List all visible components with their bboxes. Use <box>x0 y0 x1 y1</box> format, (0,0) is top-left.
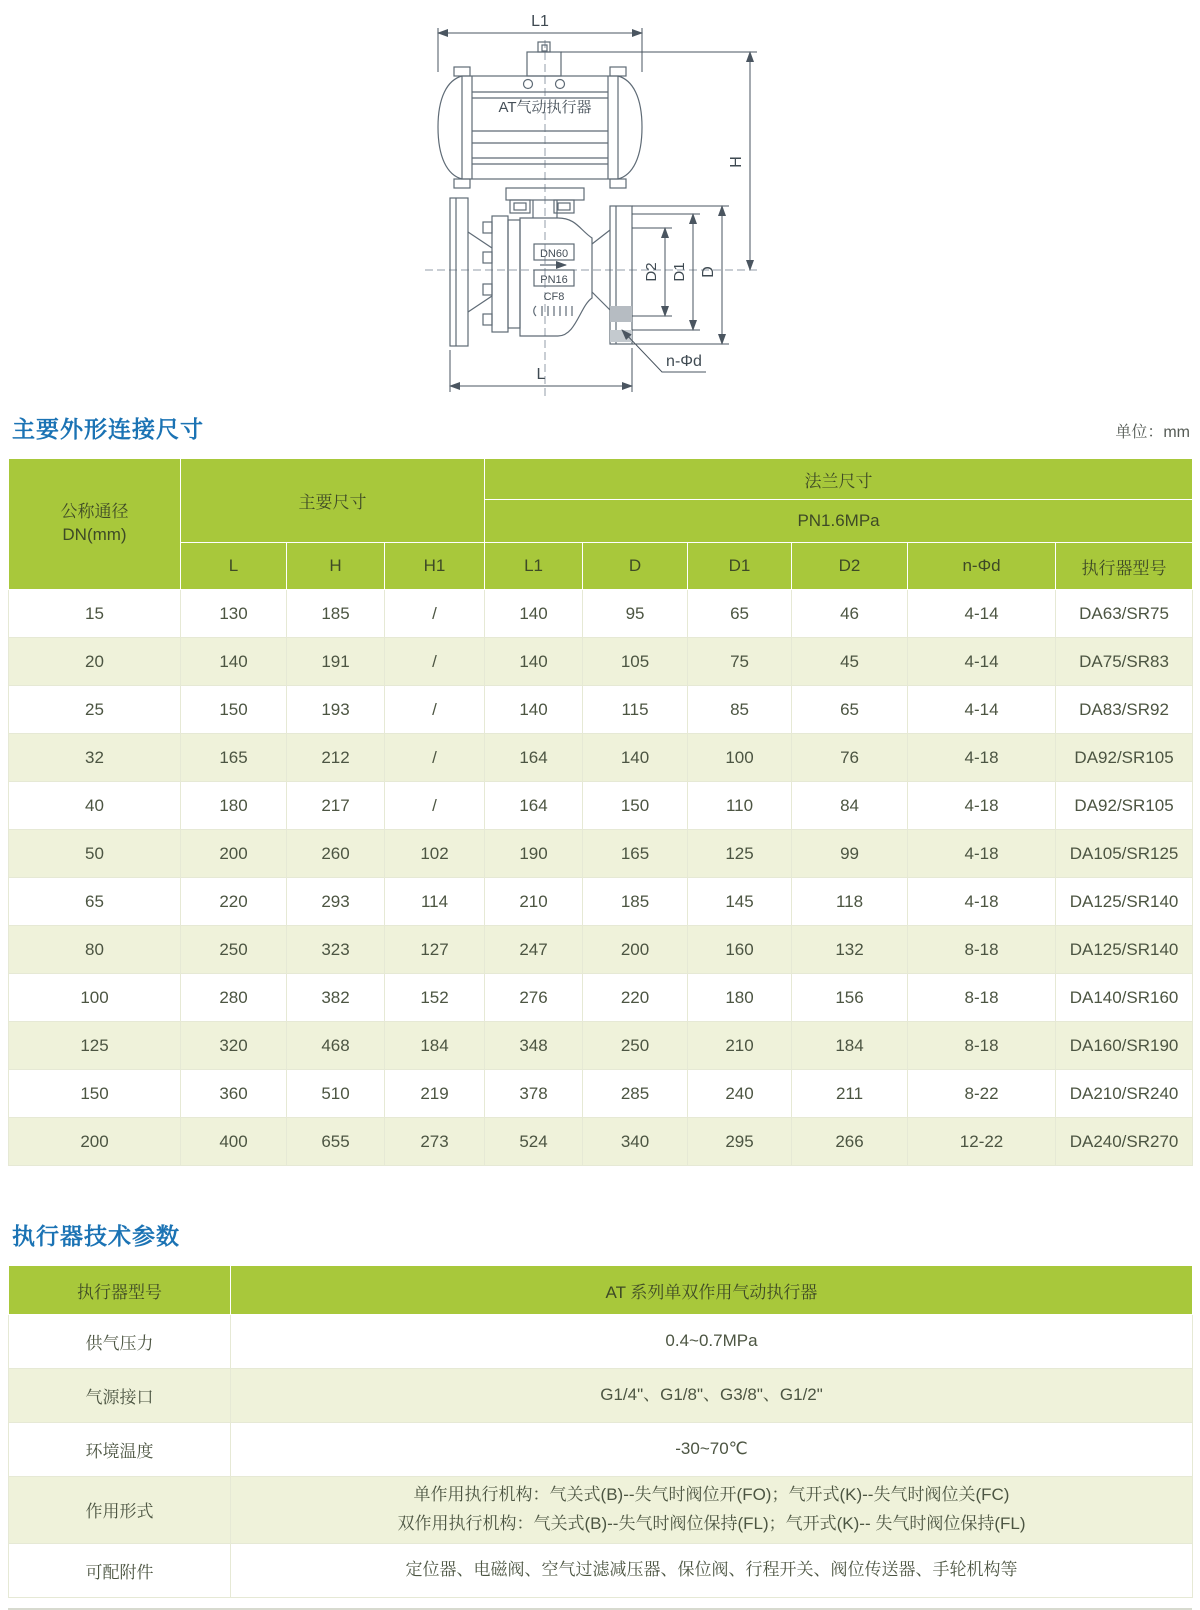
dimension-table-cell: 250 <box>583 1022 688 1070</box>
dimension-table-cell: 217 <box>287 782 385 830</box>
dimension-table-cell: 655 <box>287 1118 385 1166</box>
dimension-table-cell: 165 <box>181 734 287 782</box>
dimension-table-cell: 200 <box>9 1118 181 1166</box>
dimension-table-cell: 85 <box>688 686 792 734</box>
dimension-table <box>8 458 1193 1166</box>
dimension-table-cell: 280 <box>181 974 287 1022</box>
valve-mark-material: CF8 <box>543 291 565 303</box>
dimension-table-head <box>9 459 1193 590</box>
spec-value <box>231 1543 1193 1597</box>
dimension-table-cell: 378 <box>485 1070 583 1118</box>
dimension-table-cell: DA63/SR75 <box>1056 590 1193 638</box>
spec-header-value: AT 系列单双作用气动执行器 <box>231 1266 1193 1315</box>
dimension-table-cell: 191 <box>287 638 385 686</box>
dimension-table-cell: 185 <box>287 590 385 638</box>
page-bottom-divider <box>8 1608 1192 1610</box>
dimension-table-cell: DA83/SR92 <box>1056 686 1193 734</box>
dimension-table-cell: 140 <box>181 638 287 686</box>
col-header-H: H <box>287 543 385 590</box>
spec-value <box>231 1423 1193 1477</box>
dimension-table-cell: 220 <box>181 878 287 926</box>
dimension-table-cell: 250 <box>181 926 287 974</box>
dimension-table-cell: 140 <box>485 686 583 734</box>
dimension-table-cell: 211 <box>792 1070 908 1118</box>
dimension-table-cell: / <box>385 638 485 686</box>
dimension-table-cell: 105 <box>583 638 688 686</box>
actuator-label: AT气动执行器 <box>498 99 592 116</box>
dimension-table-cell: 8-18 <box>908 1022 1056 1070</box>
dimension-table-cell: 285 <box>583 1070 688 1118</box>
dimension-table-cell: 4-18 <box>908 782 1056 830</box>
spec-value <box>231 1315 1193 1369</box>
dimension-table-cell: 76 <box>792 734 908 782</box>
dimension-table-cell: 8-22 <box>908 1070 1056 1118</box>
spec-value-line: G1/4"、G1/8"、G3/8"、G1/2" <box>600 1385 823 1405</box>
dimension-table-cell: 4-18 <box>908 830 1056 878</box>
valve-mark-pn: PN16 <box>540 274 568 286</box>
valve-technical-drawing <box>0 0 1200 405</box>
dimension-table-cell: 165 <box>583 830 688 878</box>
actuator-spec-row <box>9 1369 1193 1423</box>
dimension-table-cell: / <box>385 686 485 734</box>
spec-value-line: 双作用执行机构：气关式(B)--失气时阀位保持(FL)；气开式(K)-- 失气时阀位保持(FL) <box>397 1513 1026 1533</box>
dimension-table-row <box>9 926 1193 974</box>
dimension-table-cell: DA240/SR270 <box>1056 1118 1193 1166</box>
dimension-table-row <box>9 686 1193 734</box>
dimension-table-cell: DA75/SR83 <box>1056 638 1193 686</box>
dimension-table-cell: 15 <box>9 590 181 638</box>
dimension-table-cell: 4-14 <box>908 686 1056 734</box>
dimension-table-row <box>9 830 1193 878</box>
dimension-table-row <box>9 974 1193 1022</box>
dimension-table-cell: 360 <box>181 1070 287 1118</box>
dimension-table-cell: 193 <box>287 686 385 734</box>
dimension-table-cell: 4-14 <box>908 590 1056 638</box>
dimension-table-cell: 20 <box>9 638 181 686</box>
spec-value-line: 0.4~0.7MPa <box>665 1331 758 1351</box>
actuator-spec-table-body <box>9 1315 1193 1598</box>
col-header-main-dims: 主要尺寸 <box>181 459 485 543</box>
col-header-actuator-model: 执行器型号 <box>1056 543 1193 590</box>
spec-label: 气源接口 <box>9 1369 231 1423</box>
dimension-table-cell: 140 <box>485 638 583 686</box>
dimension-table-cell: 50 <box>9 830 181 878</box>
dimension-table-cell: 4-18 <box>908 734 1056 782</box>
dimension-table-row <box>9 734 1193 782</box>
col-header-flange-dims: 法兰尺寸 <box>485 459 1193 500</box>
dimension-table-cell: 65 <box>9 878 181 926</box>
dimension-table-cell: 125 <box>688 830 792 878</box>
dimension-table-cell: 46 <box>792 590 908 638</box>
dimension-table-row <box>9 590 1193 638</box>
dimension-table-cell: 4-18 <box>908 878 1056 926</box>
dimension-table-cell: DA105/SR125 <box>1056 830 1193 878</box>
dimension-table-cell: 4-14 <box>908 638 1056 686</box>
dimension-table-cell: 8-18 <box>908 926 1056 974</box>
dimension-table-cell: 140 <box>485 590 583 638</box>
valve-drawing-svg <box>0 0 1200 405</box>
spec-label: 可配附件 <box>9 1543 231 1597</box>
spec-value <box>231 1369 1193 1423</box>
dimension-table-cell: 40 <box>9 782 181 830</box>
dim-l1 <box>438 28 642 72</box>
dimension-table-cell: 99 <box>792 830 908 878</box>
dimension-table-cell: 180 <box>181 782 287 830</box>
dimension-table-cell: 65 <box>688 590 792 638</box>
col-header-L: L <box>181 543 287 590</box>
unit-note: 单位：mm <box>1115 424 1190 441</box>
dimensions-section-title: 主要外形连接尺寸 <box>12 416 204 442</box>
dimension-table-cell: 184 <box>792 1022 908 1070</box>
actuator-spec-table <box>8 1265 1193 1598</box>
dimension-table-cell: DA125/SR140 <box>1056 878 1193 926</box>
col-header-pressure: PN1.6MPa <box>485 500 1193 543</box>
dimension-table-cell: 180 <box>688 974 792 1022</box>
spec-value-line: -30~70℃ <box>675 1439 748 1459</box>
col-header-D2: D2 <box>792 543 908 590</box>
col-header-n-phi-d: n-Φd <box>908 543 1056 590</box>
dimension-table-body <box>9 590 1193 1166</box>
dimension-table-cell: 184 <box>385 1022 485 1070</box>
dimension-table-row <box>9 782 1193 830</box>
dimension-table-cell: 320 <box>181 1022 287 1070</box>
col-header-dn <box>9 459 181 590</box>
dimension-table-cell: 200 <box>583 926 688 974</box>
actuator-spec-row <box>9 1477 1193 1544</box>
dimension-table-cell: 210 <box>485 878 583 926</box>
dimension-table-cell: 32 <box>9 734 181 782</box>
dim-label-n-phi-d: n-Φd <box>666 353 702 370</box>
dimension-table-cell: DA160/SR190 <box>1056 1022 1193 1070</box>
actuator-section-title: 执行器技术参数 <box>12 1223 180 1249</box>
dimension-table-cell: / <box>385 590 485 638</box>
spec-value-line: 定位器、电磁阀、空气过滤减压器、保位阀、行程开关、阀位传送器、手轮机构等 <box>405 1559 1018 1579</box>
dimension-table-cell: 382 <box>287 974 385 1022</box>
dimension-table-row <box>9 638 1193 686</box>
dimension-table-cell: 140 <box>583 734 688 782</box>
dimension-table-cell: 164 <box>485 782 583 830</box>
dimension-table-row <box>9 1022 1193 1070</box>
spec-label: 作用形式 <box>9 1477 231 1544</box>
dim-label-d1: D1 <box>671 262 688 282</box>
dimension-table-cell: DA92/SR105 <box>1056 734 1193 782</box>
dim-label-l: L <box>536 366 546 383</box>
col-header-L1: L1 <box>485 543 583 590</box>
dimension-table-cell: 273 <box>385 1118 485 1166</box>
dimension-table-cell: 293 <box>287 878 385 926</box>
dimension-table-cell: 220 <box>583 974 688 1022</box>
dim-label-l1: L1 <box>531 13 549 30</box>
dimension-table-cell: 114 <box>385 878 485 926</box>
actuator-spec-row <box>9 1423 1193 1477</box>
actuator-spec-row <box>9 1315 1193 1369</box>
ball-valve-body <box>450 198 632 346</box>
dimension-table-row <box>9 1070 1193 1118</box>
dimension-table-cell: 340 <box>583 1118 688 1166</box>
col-header-H1: H1 <box>385 543 485 590</box>
spec-value <box>231 1477 1193 1544</box>
dimension-table-cell: 400 <box>181 1118 287 1166</box>
dimension-table-cell: 510 <box>287 1070 385 1118</box>
dimension-table-cell: / <box>385 734 485 782</box>
actuator-spec-row <box>9 1543 1193 1597</box>
dimension-table-cell: 110 <box>688 782 792 830</box>
dimension-table-row <box>9 878 1193 926</box>
dimension-table-cell: 212 <box>287 734 385 782</box>
dimension-table-cell: 127 <box>385 926 485 974</box>
dimension-table-cell: 185 <box>583 878 688 926</box>
dimension-table-cell: 156 <box>792 974 908 1022</box>
dimension-table-cell: 80 <box>9 926 181 974</box>
dimension-table-cell: 152 <box>385 974 485 1022</box>
col-header-dn-line1: 公称通径 <box>60 502 129 522</box>
dimension-table-cell: 323 <box>287 926 385 974</box>
dimension-table-cell: 260 <box>287 830 385 878</box>
dimension-table-cell: DA210/SR240 <box>1056 1070 1193 1118</box>
dimensions-section-header <box>12 411 1190 444</box>
dimension-table-cell: 84 <box>792 782 908 830</box>
dimension-table-cell: 266 <box>792 1118 908 1166</box>
dimension-table-cell: 200 <box>181 830 287 878</box>
dimension-table-cell: 8-18 <box>908 974 1056 1022</box>
dimension-table-cell: 130 <box>181 590 287 638</box>
spec-header-label: 执行器型号 <box>9 1266 231 1315</box>
dimension-table-cell: 150 <box>181 686 287 734</box>
dimension-table-row <box>9 1118 1193 1166</box>
dimension-table-cell: 102 <box>385 830 485 878</box>
actuator-section-header <box>12 1218 1190 1251</box>
dimension-table-cell: 75 <box>688 638 792 686</box>
dimension-table-cell: 145 <box>688 878 792 926</box>
dimension-table-cell: DA125/SR140 <box>1056 926 1193 974</box>
dimension-table-cell: 219 <box>385 1070 485 1118</box>
dimension-table-cell: 210 <box>688 1022 792 1070</box>
dimension-table-cell: 348 <box>485 1022 583 1070</box>
col-header-D1: D1 <box>688 543 792 590</box>
dim-label-d: D <box>700 266 717 278</box>
dimension-table-cell: 65 <box>792 686 908 734</box>
dimension-table-cell: 118 <box>792 878 908 926</box>
dimension-table-cell: 164 <box>485 734 583 782</box>
dim-label-h: H <box>728 156 745 168</box>
dimension-table-cell: 247 <box>485 926 583 974</box>
dimension-table-cell: 276 <box>485 974 583 1022</box>
dimension-table-cell: 240 <box>688 1070 792 1118</box>
dimension-table-cell: 45 <box>792 638 908 686</box>
dimension-table-cell: 25 <box>9 686 181 734</box>
dimension-table-cell: 132 <box>792 926 908 974</box>
valve-mark-dn: DN60 <box>539 248 569 260</box>
dimension-table-cell: 115 <box>583 686 688 734</box>
col-header-D: D <box>583 543 688 590</box>
dimension-table-cell: 12-22 <box>908 1118 1056 1166</box>
dimension-table-cell: 295 <box>688 1118 792 1166</box>
spec-value-line: 单作用执行机构：气关式(B)--失气时阀位开(FO)；气开式(K)--失气时阀位关(FC) <box>413 1485 1010 1504</box>
dim-label-d2: D2 <box>643 262 660 282</box>
spec-label: 环境温度 <box>9 1423 231 1477</box>
spec-label: 供气压力 <box>9 1315 231 1369</box>
dimension-table-cell: 95 <box>583 590 688 638</box>
dimension-table-cell: 100 <box>688 734 792 782</box>
dimension-table-cell: 100 <box>9 974 181 1022</box>
dimension-table-cell: 190 <box>485 830 583 878</box>
col-header-dn-line2: DN(mm) <box>62 525 127 544</box>
dimension-table-cell: DA140/SR160 <box>1056 974 1193 1022</box>
dimension-table-cell: DA92/SR105 <box>1056 782 1193 830</box>
dimension-table-cell: 468 <box>287 1022 385 1070</box>
dimension-table-cell: 524 <box>485 1118 583 1166</box>
dimension-table-cell: 125 <box>9 1022 181 1070</box>
dimension-table-cell: 150 <box>9 1070 181 1118</box>
dimension-table-cell: 150 <box>583 782 688 830</box>
actuator-spec-table-head <box>9 1266 1193 1315</box>
dimension-table-cell: / <box>385 782 485 830</box>
dimension-table-cell: 160 <box>688 926 792 974</box>
